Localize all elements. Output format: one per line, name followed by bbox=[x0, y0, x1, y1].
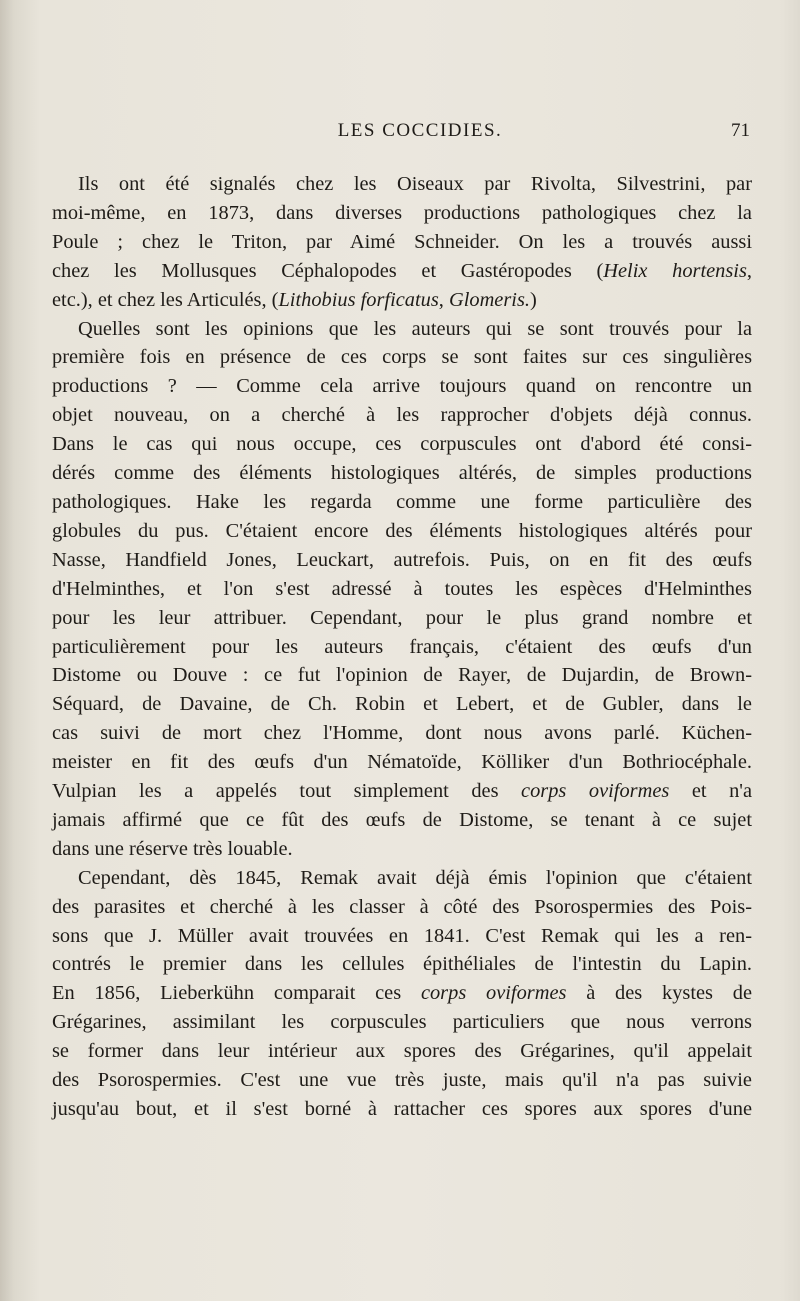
text-line: Quelles sont les opinions que les auteurs qui se sont trouvés pour la bbox=[78, 317, 752, 340]
text-line: Vulpian les a appelés tout simplement des corps oviformes et n'a bbox=[52, 780, 752, 803]
text-line: pathologiques. Hake les regarda comme une forme particulière des bbox=[52, 490, 752, 513]
text-line: globules du pus. C'étaient encore des éléments histologiques altérés pour bbox=[52, 519, 752, 542]
text-line: productions ? — Comme cela arrive toujours quand on rencontre un bbox=[52, 375, 752, 398]
paragraph bbox=[52, 315, 752, 864]
page-number: 71 bbox=[731, 120, 750, 141]
text-line: Cependant, dès 1845, Remak avait déjà émis l'opinion que c'étaient bbox=[78, 866, 752, 889]
paragraph bbox=[52, 864, 752, 1124]
text-line: des parasites et cherché à les classer à côté des Psorospermies des Pois- bbox=[52, 895, 752, 918]
text-line: sons que J. Müller avait trouvées en 1841. C'est Remak qui les a ren- bbox=[52, 924, 752, 947]
text-line: des Psorospermies. C'est une vue très juste, mais qu'il n'a pas suivie bbox=[52, 1069, 752, 1092]
text-line: chez les Mollusques Céphalopodes et Gastéropodes (Helix hortensis, bbox=[52, 259, 753, 282]
text-line: Ils ont été signalés chez les Oiseaux par Rivolta, Silvestrini, par bbox=[78, 173, 752, 195]
text-line: contrés le premier dans les cellules épithéliales de l'intestin du Lapin. bbox=[52, 953, 752, 976]
text-line: particulièrement pour les auteurs français, c'étaient des œufs d'un bbox=[52, 635, 752, 658]
text-line: Grégarines, assimilant les corpuscules particuliers que nous verrons bbox=[52, 1011, 752, 1034]
text-line: Poule ; chez le Triton, par Aimé Schneider. On les a trouvés aussi bbox=[52, 230, 752, 253]
text-line: se former dans leur intérieur aux spores des Grégarines, qu'il appelait bbox=[52, 1040, 752, 1063]
text-line: moi-même, en 1873, dans diverses productions pathologiques chez la bbox=[52, 201, 752, 224]
text-line: cas suivi de mort chez l'Homme, dont nous avons parlé. Küchen- bbox=[52, 722, 752, 745]
text-line: Nasse, Handfield Jones, Leuckart, autrefois. Puis, on en fit des œufs bbox=[52, 548, 752, 571]
running-title: LES COCCIDIES. bbox=[337, 120, 503, 141]
text-line: etc.), et chez les Articulés, (Lithobius forficatus, Glomeris.) bbox=[52, 288, 537, 311]
body-text bbox=[52, 170, 752, 1124]
text-line: jusqu'au bout, et il s'est borné à rattacher ces spores aux spores d'une bbox=[52, 1098, 752, 1120]
text-line: meister en fit des œufs d'un Nématoïde, Kölliker d'un Bothriocéphale. bbox=[52, 751, 752, 774]
text-line: Distome ou Douve : ce fut l'opinion de Rayer, de Dujardin, de Brown- bbox=[52, 664, 752, 687]
text-line: dérés comme des éléments histologiques altérés, de simples productions bbox=[52, 462, 752, 485]
text-line: pour les leur attribuer. Cependant, pour le plus grand nombre et bbox=[52, 606, 752, 629]
text-line: jamais affirmé que ce fût des œufs de Distome, se tenant à ce sujet bbox=[52, 808, 752, 831]
text-line: objet nouveau, on a cherché à les rapprocher d'objets déjà connus. bbox=[52, 404, 752, 427]
text-line: Dans le cas qui nous occupe, ces corpuscules ont d'abord été consi- bbox=[52, 433, 752, 456]
text-line: dans une réserve très louable. bbox=[52, 837, 293, 860]
text-line: En 1856, Lieberkühn comparait ces corps oviformes à des kystes de bbox=[52, 982, 752, 1005]
text-line: Séquard, de Davaine, de Ch. Robin et Lebert, et de Gubler, dans le bbox=[52, 693, 752, 716]
text-line: première fois en présence de ces corps se sont faites sur ces singulières bbox=[52, 346, 752, 369]
paragraph bbox=[52, 170, 752, 315]
text-line: d'Helminthes, et l'on s'est adressé à toutes les espèces d'Helminthes bbox=[52, 577, 752, 600]
running-head bbox=[90, 120, 750, 146]
